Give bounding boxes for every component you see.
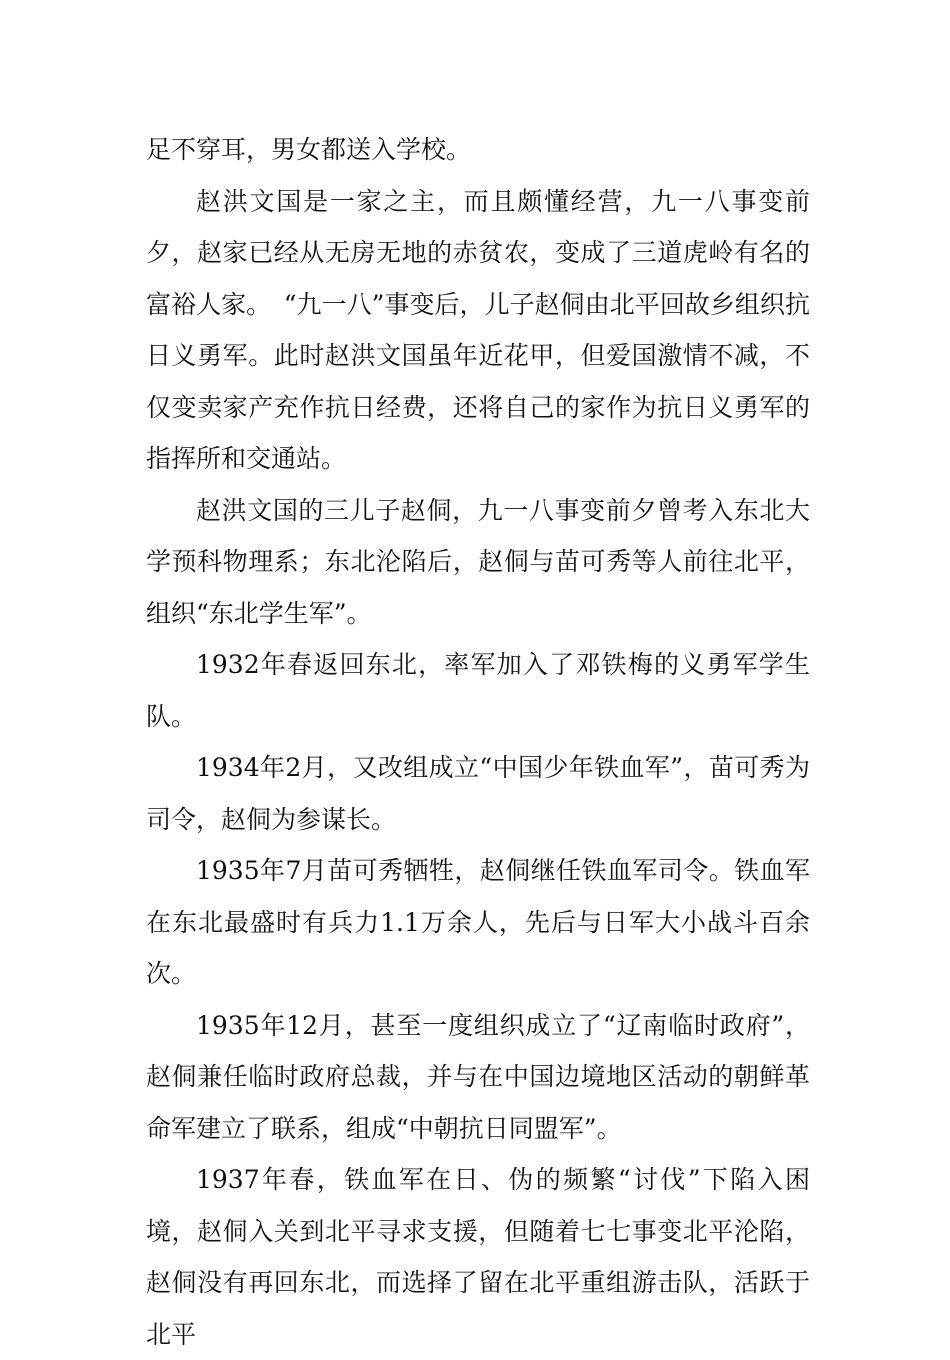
paragraph: 1934年2月，又改组成立“中国少年铁血军”，苗可秀为司令，赵侗为参谋长。 (146, 753, 810, 834)
paragraph: 1935年12月，甚至一度组织成立了“辽南临时政府”，赵侗兼任临时政府总裁，并与在中国边境地区活动的朝鲜革命军建立了联系，组成“中朝抗日同盟军”。 (146, 1010, 810, 1143)
paragraph: 1937年春，铁血军在日、伪的频繁“讨伐”下陷入困境，赵侗入关到北平寻求支援，但随着七七事变北平沦陷，赵侗没有再回东北，而选择了留在北平重组游击队，活跃于北平 (146, 1165, 810, 1349)
body-text (146, 124, 810, 1360)
paragraph: 赵洪文国是一家之主，而且颇懂经营，九一八事变前夕，赵家已经从无房无地的赤贫农，变成了三道虎岭有名的富裕人家。 “九一八”事变后，儿子赵侗由北平回故乡组织抗日义勇军。此时赵洪文国虽年近花甲，但爱国激情不减，不仅变卖家产充作抗日经费，还将自己的家作为抗日义勇军的指挥所和交通站。 (146, 186, 810, 473)
paragraph: 1935年7月苗可秀牺牲，赵侗继任铁血军司令。铁血军在东北最盛时有兵力1.1万余人，先后与日军大小战斗百余次。 (146, 856, 810, 988)
paragraph: 1932年春返回东北，率军加入了邓铁梅的义勇军学生队。 (146, 650, 810, 731)
paragraph: 赵洪文国的三儿子赵侗，九一八事变前夕曾考入东北大学预科物理系；东北沦陷后，赵侗与苗可秀等人前往北平，组织“东北学生军”。 (146, 495, 810, 628)
paragraph: 足不穿耳，男女都送入学校。 (146, 135, 472, 164)
